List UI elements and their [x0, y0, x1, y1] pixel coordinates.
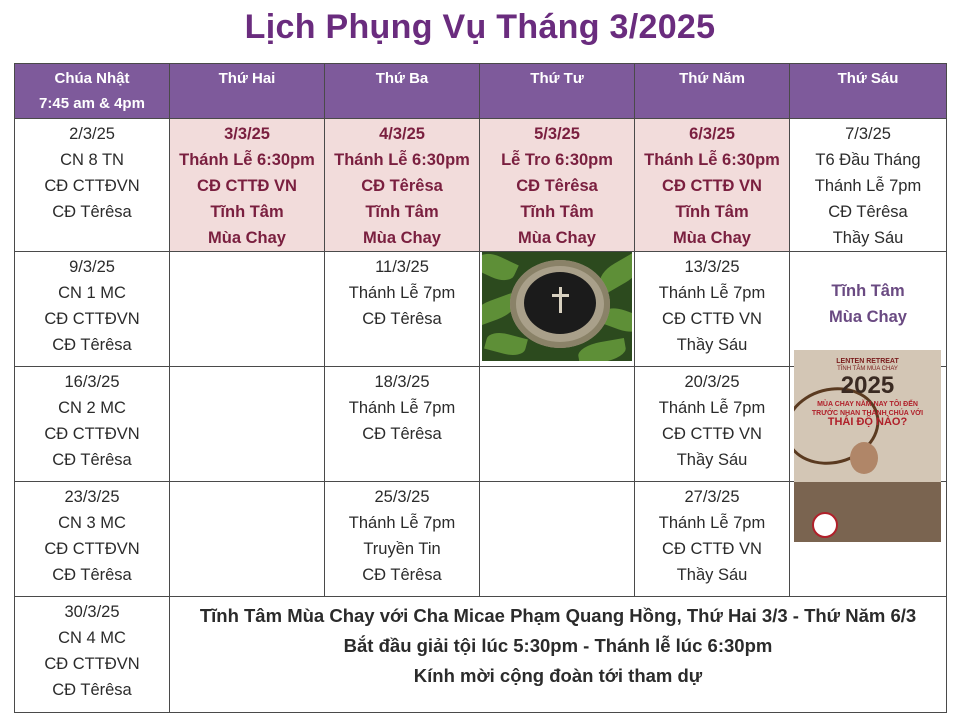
cell-line: Thầy Sáu: [676, 336, 748, 354]
cell-line: Mùa Chay: [673, 229, 751, 247]
cell-line: CĐ Têrêsa: [362, 425, 442, 443]
cell-line: CĐ Têrêsa: [828, 203, 908, 221]
poster-quote-line: THÁI ĐỘ NÀO?: [827, 416, 908, 428]
cell-line: Thánh Lễ 7pm: [348, 399, 456, 417]
day-cell: [325, 367, 480, 482]
cell-line: CĐ CTTĐVN: [44, 425, 140, 443]
lenten-retreat-poster: [794, 350, 941, 542]
poster-line: TĨNH TÂM MÙA CHAY: [837, 366, 898, 372]
week-row-5: [15, 597, 947, 713]
empty-cell: [480, 367, 635, 482]
cell-line: Tĩnh Tâm: [210, 203, 284, 221]
parish-logo-icon: [812, 512, 838, 538]
header-sunday-label: Chúa Nhật: [54, 70, 130, 87]
cell-line: Mùa Chay: [518, 229, 596, 247]
header-sunday-times: 7:45 am & 4pm: [39, 95, 145, 112]
day-cell: [15, 597, 170, 713]
notice-line: Kính mời cộng đoàn tới tham dự: [413, 665, 703, 686]
cross-icon: [559, 287, 562, 313]
poster-quote-line: MÙA CHAY NĂM NAY TÔI ĐẾN: [817, 401, 918, 408]
empty-cell: [480, 482, 635, 597]
cell-line: CĐ CTTĐ VN: [662, 540, 762, 558]
cell-line: Tĩnh Tâm: [831, 282, 905, 300]
day-cell: [15, 367, 170, 482]
date-label: 7/3/25: [845, 125, 891, 143]
cell-line: CĐ Têrêsa: [52, 566, 132, 584]
cell-line: Mùa Chay: [363, 229, 441, 247]
retreat-notice-cell: [170, 597, 947, 713]
header-thursday: Thứ Năm: [635, 64, 790, 119]
day-cell: [635, 252, 790, 367]
cell-line: CĐ Têrêsa: [516, 177, 598, 195]
ash-bowl-image: [482, 252, 632, 361]
page-title: Lịch Phụng Vụ Tháng 3/2025: [244, 8, 716, 46]
cell-line: Tĩnh Tâm: [365, 203, 439, 221]
cell-line: Mùa Chay: [208, 229, 286, 247]
date-label: 2/3/25: [69, 125, 115, 143]
cell-line: Thầy Sáu: [832, 229, 904, 247]
day-cell: [325, 482, 480, 597]
date-label: 9/3/25: [69, 258, 115, 276]
cell-line: T6 Đầu Tháng: [815, 151, 921, 169]
cell-line: CĐ Têrêsa: [361, 177, 443, 195]
date-label: 30/3/25: [64, 603, 120, 621]
day-cell: [635, 482, 790, 597]
header-monday: Thứ Hai: [170, 64, 325, 119]
day-cell: [790, 119, 947, 252]
cell-line: Thánh Lễ 7pm: [658, 284, 766, 302]
empty-cell: [170, 367, 325, 482]
header-sunday: [15, 64, 170, 119]
cell-line: Lễ Tro 6:30pm: [501, 151, 613, 169]
ash-wednesday-image-cell: [480, 252, 635, 367]
cell-line: CĐ CTTĐVN: [44, 540, 140, 558]
poster-quote: [800, 400, 935, 438]
cell-line: CĐ CTTĐ VN: [662, 425, 762, 443]
cell-line: Truyền Tin: [363, 540, 441, 558]
poster-year: 2025: [840, 372, 895, 399]
cell-line: CN 4 MC: [58, 629, 126, 647]
cell-line: Thánh Lễ 6:30pm: [334, 151, 470, 169]
cell-line: CĐ CTTĐVN: [44, 177, 140, 195]
header-friday: Thứ Sáu: [790, 64, 947, 119]
poster-quote-line: TRƯỚC NHAN THÁNH CHÚA VỚI: [811, 410, 924, 417]
cell-line: CĐ CTTĐ VN: [197, 177, 297, 195]
cell-line: CĐ Têrêsa: [52, 451, 132, 469]
date-label: 13/3/25: [684, 258, 740, 276]
date-label: 6/3/25: [689, 125, 735, 143]
date-label: 11/3/25: [375, 258, 429, 276]
cell-line: Thánh Lễ 7pm: [658, 399, 766, 417]
day-cell: [15, 119, 170, 252]
cell-line: CĐ Têrêsa: [362, 566, 442, 584]
retreat-day-cell: [325, 119, 480, 252]
date-label: 5/3/25: [534, 125, 580, 143]
cell-line: CĐ CTTĐ VN: [662, 310, 762, 328]
cell-line: Mùa Chay: [829, 308, 907, 326]
notice-line: Bắt đầu giải tội lúc 5:30pm - Thánh lễ lúc 6:30pm: [343, 635, 773, 656]
day-cell: [15, 252, 170, 367]
cell-line: CĐ CTTĐ VN: [662, 177, 762, 195]
cell-line: CĐ Têrêsa: [362, 310, 442, 328]
date-label: 25/3/25: [374, 488, 430, 506]
retreat-day-cell: [480, 119, 635, 252]
date-label: 18/3/25: [374, 373, 430, 391]
cell-line: Thánh Lễ 7pm: [348, 514, 456, 532]
date-label: 4/3/25: [379, 125, 425, 143]
cell-line: CĐ Têrêsa: [52, 681, 132, 699]
cell-line: Thầy Sáu: [676, 451, 748, 469]
cell-line: CN 3 MC: [58, 514, 126, 532]
notice-line: Tĩnh Tâm Mùa Chay với Cha Micae Phạm Quang Hồng, Thứ Hai 3/3 - Thứ Năm 6/3: [199, 605, 917, 626]
header-row: [15, 64, 947, 119]
header-tuesday: Thứ Ba: [325, 64, 480, 119]
cell-line: Thánh Lễ 7pm: [348, 284, 456, 302]
day-cell: [635, 367, 790, 482]
date-label: 20/3/25: [684, 373, 740, 391]
day-cell: [15, 482, 170, 597]
date-label: 16/3/25: [64, 373, 120, 391]
cell-line: CĐ CTTĐVN: [44, 310, 140, 328]
cell-line: Thánh Lễ 6:30pm: [179, 151, 315, 169]
cell-line: CN 8 TN: [60, 151, 124, 169]
week-row-1: [15, 119, 947, 252]
cell-line: CĐ Têrêsa: [52, 203, 132, 221]
date-label: 27/3/25: [684, 488, 740, 506]
priest-photo: [850, 442, 878, 474]
cell-line: Thánh Lễ 6:30pm: [644, 151, 780, 169]
empty-cell: [170, 252, 325, 367]
cell-line: Thánh Lễ 7pm: [814, 177, 922, 195]
cell-line: CN 2 MC: [58, 399, 126, 417]
day-cell: [325, 252, 480, 367]
cell-line: CĐ Têrêsa: [52, 336, 132, 354]
date-label: 3/3/25: [224, 125, 270, 143]
cell-line: Tĩnh Tâm: [520, 203, 594, 221]
retreat-day-cell: [635, 119, 790, 252]
date-label: 23/3/25: [64, 488, 120, 506]
cell-line: CN 1 MC: [58, 284, 126, 302]
cell-line: CĐ CTTĐVN: [44, 655, 140, 673]
poster-line: LENTEN RETREAT: [836, 358, 899, 365]
retreat-day-cell: [170, 119, 325, 252]
cell-line: Thánh Lễ 7pm: [658, 514, 766, 532]
header-wednesday: Thứ Tư: [480, 64, 635, 119]
cell-line: Tĩnh Tâm: [675, 203, 749, 221]
empty-cell: [170, 482, 325, 597]
cell-line: Thầy Sáu: [676, 566, 748, 584]
